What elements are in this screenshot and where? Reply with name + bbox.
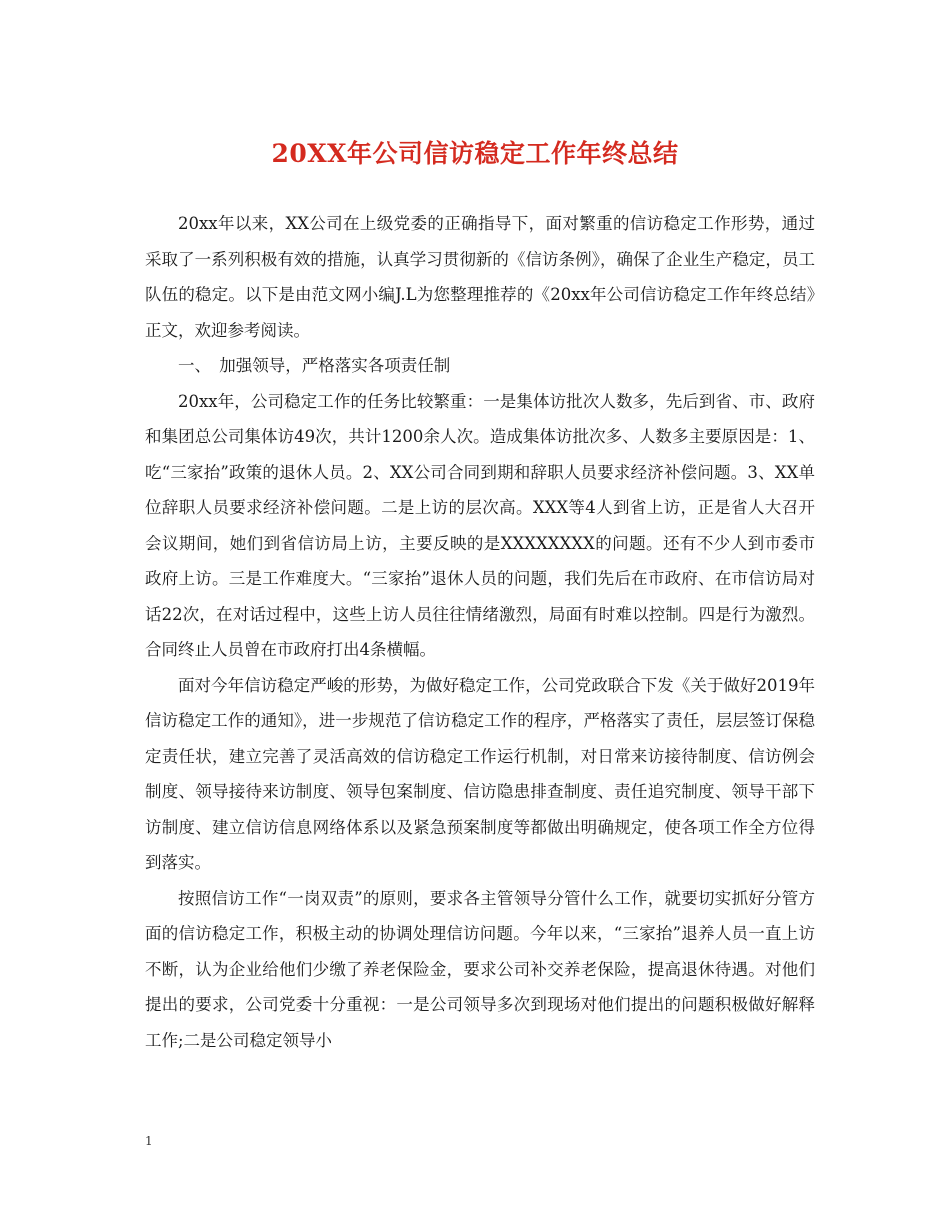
document-title: 20XX年公司信访稳定工作年终总结 xyxy=(271,139,679,168)
document-body xyxy=(145,206,815,1058)
paragraph-tasks: 20xx年，公司稳定工作的任务比较繁重：一是集体访批次人数多，先后到省、市、政府和集团总公司集体访49次，共计1200余人次。造成集体访批次多、人数多主要原因是：1、吃“三家抬”政策的退休人员。2、XX公司合同到期和辞职人员要求经济补偿问题。3、XX单位辞职人员要求经济补偿问题。二是上访的层次高。XXX等4人到省上访，正是省人大召开会议期间，她们到省信访局上访，主要反映的是XXXXXXXX的问题。还有不少人到市委市政府上访。三是工作难度大。“三家抬”退休人员的问题，我们先后在市政府、在市信访局对话22次，在对话过程中，这些上访人员往往情绪激烈，局面有时难以控制。四是行为激烈。合同终止人员曾在市政府打出4条横幅。 xyxy=(145,391,815,659)
paragraph-intro: 20xx年以来，XX公司在上级党委的正确指导下，面对繁重的信访稳定工作形势，通过采取了一系列积极有效的措施，认真学习贯彻新的《信访条例》，确保了企业生产稳定，员工队伍的稳定。以下是由范文网小编J.L为您整理推荐的《20xx年公司信访稳定工作年终总结》正文，欢迎参考阅读。 xyxy=(145,214,815,340)
paragraph-measures: 面对今年信访稳定严峻的形势，为做好稳定工作，公司党政联合下发《关于做好2019年信访稳定工作的通知》，进一步规范了信访稳定工作的程序，严格落实了责任，层层签订保稳定责任状，建立完善了灵活高效的信访稳定工作运行机制，对日常来访接待制度、信访例会制度、领导接待来访制度、领导包案制度、信访隐患排查制度、责任追究制度、领导干部下访制度、建立信访信息网络体系以及紧急预案制度等都做出明确规定，使各项工作全方位得到落实。 xyxy=(145,675,815,872)
page-number: 1 xyxy=(145,1134,153,1148)
section-heading-1: 一、 加强领导，严格落实各项责任制 xyxy=(178,356,451,375)
paragraph-responsibility: 按照信访工作“一岗双责”的原则，要求各主管领导分管什么工作，就要切实抓好分管方面的信访稳定工作，积极主动的协调处理信访问题。今年以来，“三家抬”退养人员一直上访不断，认为企业给他们少缴了养老保险金，要求公司补交养老保险，提高退休待遇。对他们提出的要求，公司党委十分重视：一是公司领导多次到现场对他们提出的问题积极做好解释工作;二是公司稳定领导小 xyxy=(145,888,815,1050)
